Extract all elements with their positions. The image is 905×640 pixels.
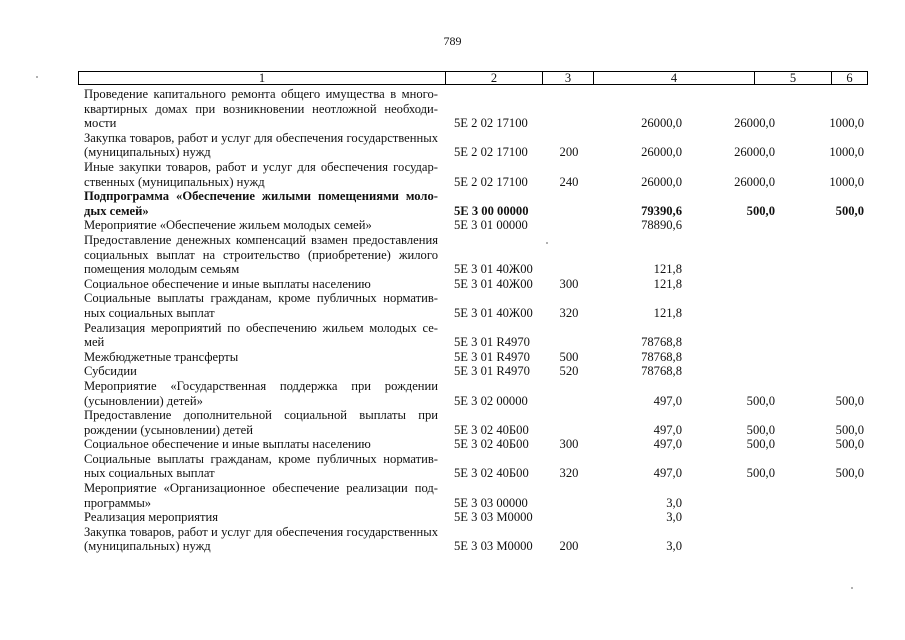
table-header (78, 71, 868, 85)
row-year3: 500,0 (835, 422, 864, 437)
row-name: Иные закупки товаров, работ и услуг для обеспечения государственных (муниципальных) нужд (84, 159, 438, 189)
row-type: 200 (559, 539, 579, 554)
row-name: Подпрограмма «Обеспечение жилыми помещениями молодых семей» (84, 189, 438, 218)
row-year2: 500,0 (746, 422, 775, 437)
row-sum: 121,8 (653, 305, 682, 320)
row-name: Реализация мероприятия (84, 510, 219, 525)
row-type: 200 (559, 145, 579, 160)
row-type: 320 (559, 305, 579, 320)
row-year2: 500,0 (746, 466, 775, 481)
row-year3: 1000,0 (829, 145, 864, 160)
row-year2: 500,0 (746, 393, 775, 408)
row-code: 5Е 2 02 17100 (454, 174, 528, 189)
row-code: 5Е 3 01 R4970 (454, 335, 530, 350)
row-type: 300 (559, 437, 579, 452)
row-year3: 500,0 (835, 466, 864, 481)
table-row (0, 452, 905, 481)
row-sum: 78890,6 (641, 218, 682, 233)
row-sum: 121,8 (653, 276, 682, 291)
row-sum: 497,0 (653, 437, 682, 452)
table-row (0, 437, 905, 452)
row-type: 320 (559, 466, 579, 481)
header-col-3: 3 (543, 72, 594, 84)
row-name: Закупка товаров, работ и услуг для обеспечения государственных (муниципальных) нужд (84, 130, 438, 160)
header-col-6: 6 (846, 71, 853, 85)
row-code: 5Е 3 01 40Ж00 (454, 276, 533, 291)
row-code: 5Е 3 01 R4970 (454, 349, 530, 364)
row-year2: 500,0 (746, 437, 775, 452)
row-name: Социальное обеспечение и иные выплаты населению (84, 437, 371, 452)
row-code: 5Е 3 02 40Б00 (454, 422, 529, 437)
row-name: Субсидии (84, 364, 137, 379)
table-body (0, 87, 905, 554)
table-row (0, 408, 905, 437)
row-year3: 1000,0 (829, 116, 864, 131)
row-code: 5Е 3 01 40Ж00 (454, 305, 533, 320)
row-type: 520 (559, 364, 579, 379)
header-col-5: 5 (755, 72, 832, 84)
row-sum: 497,0 (653, 422, 682, 437)
table-row (0, 379, 905, 408)
row-code: 5Е 3 03 М0000 (454, 539, 533, 554)
table-row (0, 131, 905, 160)
table-row (0, 87, 905, 131)
row-name: Социальные выплаты гражданам, кроме публичных нормативных социальных выплат (84, 291, 438, 320)
row-year3: 500,0 (835, 437, 864, 452)
row-sum: 3,0 (666, 510, 682, 525)
header-col-1: 1 (79, 72, 446, 84)
row-name: Социальное обеспечение и иные выплаты населению (84, 276, 371, 291)
row-sum: 3,0 (666, 539, 682, 554)
row-type: 300 (559, 276, 579, 291)
table-row (0, 481, 905, 510)
row-code: 5Е 3 02 40Б00 (454, 437, 529, 452)
row-name: Проведение капитального ремонта общего имущества в многоквартирных домах при возникновении неотложной необходимости (84, 87, 438, 131)
row-name: Межбюджетные трансферты (84, 349, 239, 364)
row-code: 5Е 3 03 00000 (454, 495, 528, 510)
row-name: Закупка товаров, работ и услуг для обеспечения государственных (муниципальных) нужд (84, 524, 438, 554)
row-code: 5Е 3 01 R4970 (454, 364, 530, 379)
row-code: 5Е 3 02 40Б00 (454, 466, 529, 481)
row-code: 5Е 3 02 00000 (454, 393, 528, 408)
row-year2: 500,0 (746, 203, 775, 218)
table-row (0, 291, 905, 320)
row-name: Предоставление дополнительной социальной выплаты при рождении (усыновлении) детей (84, 408, 438, 437)
row-sum: 121,8 (653, 262, 682, 277)
row-sum: 78768,8 (641, 335, 682, 350)
row-name: Социальные выплаты гражданам, кроме публичных нормативных социальных выплат (84, 451, 438, 481)
table-row (0, 218, 905, 233)
row-code: 5Е 3 01 00000 (454, 218, 528, 233)
table-row-subprogram (0, 189, 905, 218)
row-year2: 26000,0 (734, 116, 775, 131)
row-code: 5Е 2 02 17100 (454, 116, 528, 131)
row-sum: 26000,0 (641, 174, 682, 189)
scan-speck (36, 76, 38, 78)
row-sum: 79390,6 (641, 203, 682, 218)
header-col-4: 4 (594, 72, 755, 84)
row-name: Реализация мероприятий по обеспечению жильем молодых семей (84, 320, 438, 350)
page-number: 789 (443, 34, 462, 48)
row-sum: 497,0 (653, 466, 682, 481)
table-row (0, 233, 905, 277)
row-name: Мероприятие «Организационное обеспечение реализации подпрограммы» (84, 481, 438, 510)
row-type: 500 (559, 349, 579, 364)
row-type: 240 (559, 174, 579, 189)
row-year2: 26000,0 (734, 145, 775, 160)
table-row (0, 525, 905, 554)
row-name: Мероприятие «Государственная поддержка при рождении (усыновлении) детей» (84, 378, 438, 408)
table-row (0, 364, 905, 379)
scan-speck (851, 587, 853, 589)
row-sum: 78768,8 (641, 349, 682, 364)
row-code: 5Е 3 01 40Ж00 (454, 262, 533, 277)
row-year3: 1000,0 (829, 174, 864, 189)
scan-speck (546, 242, 548, 244)
row-sum: 26000,0 (641, 145, 682, 160)
row-name: Мероприятие «Обеспечение жильем молодых семей» (84, 218, 372, 233)
row-code: 5Е 3 03 М0000 (454, 510, 533, 525)
row-year2: 26000,0 (734, 174, 775, 189)
table-row (0, 350, 905, 365)
row-sum: 3,0 (666, 495, 682, 510)
table-row (0, 277, 905, 292)
row-code: 5Е 3 00 00000 (454, 203, 529, 218)
row-year3: 500,0 (835, 393, 864, 408)
header-col-2: 2 (446, 72, 543, 84)
row-sum: 78768,8 (641, 364, 682, 379)
row-year3: 500,0 (835, 203, 864, 218)
row-code: 5Е 2 02 17100 (454, 145, 528, 160)
table-row (0, 510, 905, 525)
row-sum: 26000,0 (641, 116, 682, 131)
table-row (0, 160, 905, 189)
row-name: Предоставление денежных компенсаций взамен предоставления социальных выплат на строительство (приобретение) жилого помещения молодым семьям (84, 232, 438, 277)
row-sum: 497,0 (653, 393, 682, 408)
table-row (0, 321, 905, 350)
